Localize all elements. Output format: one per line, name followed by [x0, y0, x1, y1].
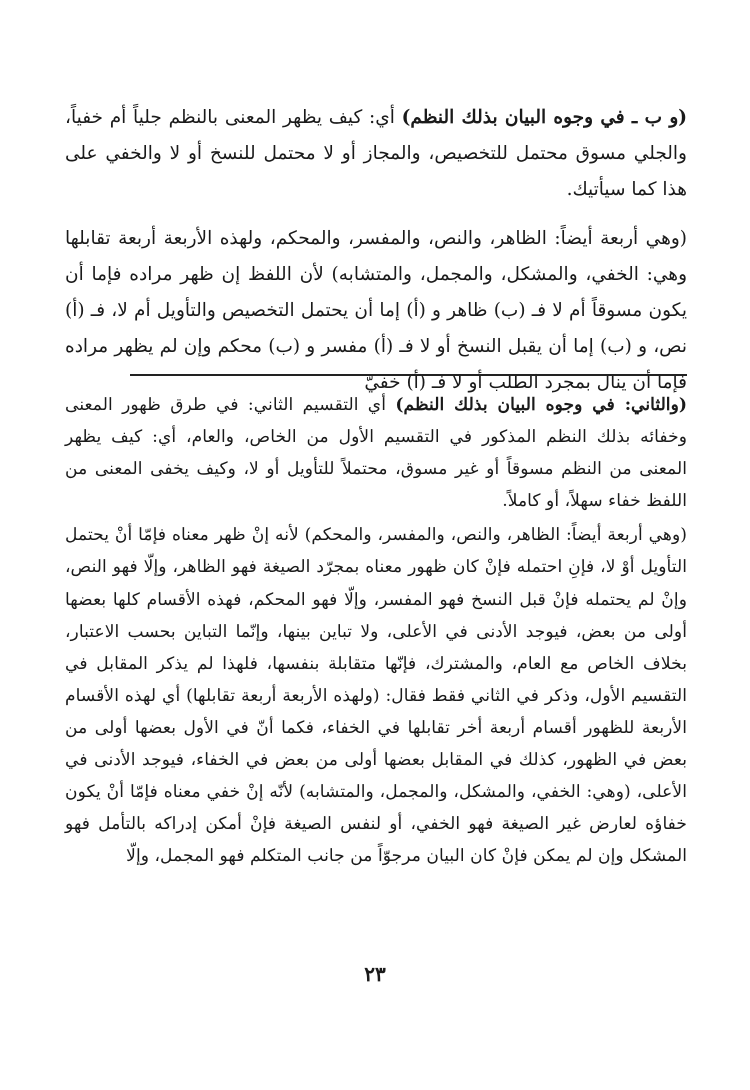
- paragraph-spacer: [65, 209, 687, 221]
- commentary-paragraph-1: [65, 389, 687, 517]
- footnote-divider: [130, 374, 687, 376]
- commentary-text: [65, 389, 687, 872]
- main-paragraph-1-heading: (و ب ـ في وجوه البيان بذلك النظم): [401, 107, 688, 128]
- commentary-paragraph-2: [65, 519, 687, 872]
- commentary-paragraph-1-text: أي التقسيم الثاني: في طرق ظهور المعنى وخفائه بذلك النظم المذكور في التقسيم الأول من الخاص، والعام، أي: كيف يظهر المعنى من النظم مسوقاً أو غير مسوق، محتملاً للتأويل أو لا، وكيف يخفى المعنى من اللفظ خفاء سهلاً، أو كاملاً.: [65, 395, 687, 512]
- main-paragraph-2-text: (وهي أربعة أيضاً: الظاهر، والنص، والمفسر، والمحكم، ولهذه الأربعة أربعة تقابلها وهي: الخفي، والمشكل، والمجمل، والمتشابه) لأن اللفظ إن ظهر مراده فإما أن يكون مسوقاً أم لا فـ (ب) ظاهر و (أ) إما أن يحتمل التخصيص والتأويل أم لا، فـ (أ) نص، و (ب) إما أن يقبل النسخ أو لا فـ (أ) مفسر و (ب) محكم وإن لم يظهر مراده فإما أن ينال بمجرد الطلب أو لا فـ (أ) خفيّ: [65, 227, 687, 394]
- main-text: [65, 100, 687, 402]
- main-paragraph-1: [65, 100, 687, 209]
- main-paragraph-1-text: أي: كيف يظهر المعنى بالنظم جلياً أم خفياً، والجلي مسوق محتمل للتخصيص، والمجاز أو لا محتمل للنسخ أو لا والخفي على هذا كما سيأتيك.: [65, 107, 687, 201]
- commentary-paragraph-1-heading: (والثاني: في وجوه البيان بذلك النظم): [395, 395, 688, 415]
- commentary-paragraph-2-text: (وهي أربعة أيضاً: الظاهر، والنص، والمفسر، والمحكم) لأنه إنْ ظهر معناه فإمّا أنْ يحتمل التأويل أوْ لا، فإنِ احتمله فإنْ كان ظهور معناه بمجرّد الصيغة فهو الظاهر، وإلّا فهو النص، وإنْ لم يحتمله فإنْ قبل النسخ فهو المفسر، وإلّا فهو المحكم، فهذه الأقسام كلها بعضها أولى من بعض، فيوجد الأدنى في الأعلى، ولا تباين بينها، وإنّما التباين بحسب الاعتبار، بخلاف الخاص مع العام، والمشترك، فإنّها متقابلة بنفسها، فلهذا لم يذكر المقابل في التقسيم الأول، وذكر في الثاني فقط فقال: (ولهذه الأربعة أربعة تقابلها) أي لهذه الأقسام الأربعة للظهور أقسام أربعة أخر تقابلها في الخفاء، فكما أنّ في الأول بعضها أولى من بعض في الظهور، كذلك في المقابل بعضها أولى من بعض في الخفاء، فيوجد الأدنى في الأعلى، (وهي: الخفي، والمشكل، والمجمل، والمتشابه) لأنّه إنْ خفي معناه فإمّا أنْ يكون خفاؤه لعارض غير الصيغة فهو الخفي، أو لنفس الصيغة فإنْ أمكن إدراكه بالتأمل فهو المشكل وإن لم يمكن فإنْ كان البيان مرجوّاً من جانب المتكلم فهو المجمل، وإلّا: [65, 525, 687, 867]
- page-number: ٢٣: [364, 962, 386, 986]
